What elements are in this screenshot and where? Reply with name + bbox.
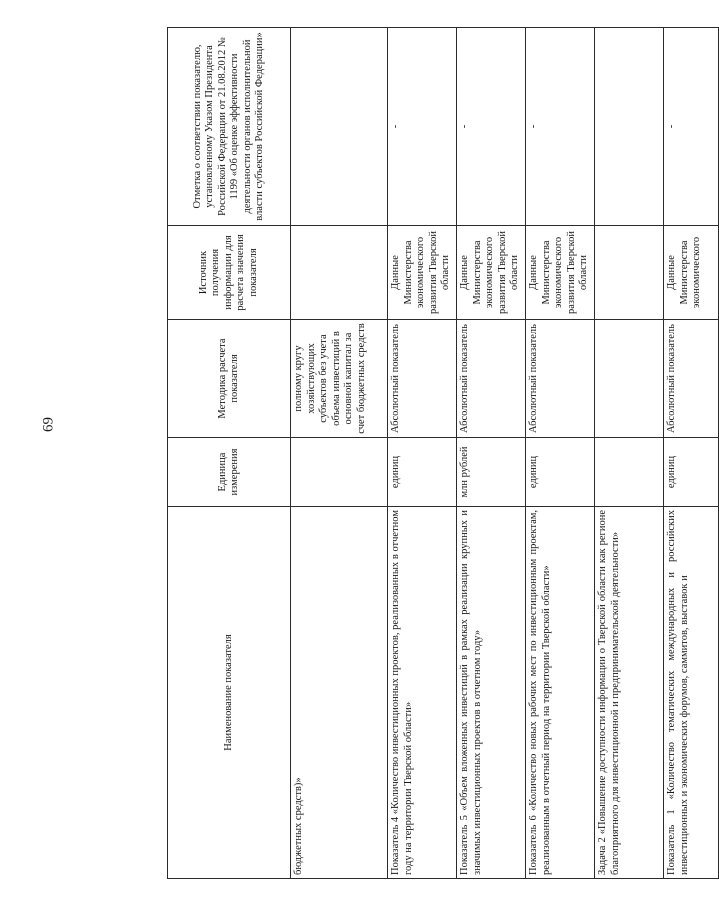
row-method: полному кругу хозяйствующих субъектов без учета объема инвестиций в основной капитал за счет бюджетных средств xyxy=(291,320,388,438)
row-method: Абсолютный показатель xyxy=(388,320,457,438)
table-row xyxy=(457,28,526,879)
row-name: Задача 2 «Повышение доступности информации о Тверской области как регионе благоприятного для инвестиционной и предпринимательской деятельности» xyxy=(595,507,664,879)
table-row xyxy=(664,28,719,879)
table-row xyxy=(291,28,388,879)
row-unit: единиц xyxy=(526,438,595,507)
row-method: Абсолютный показатель xyxy=(664,320,719,438)
page-number: 69 xyxy=(40,417,57,432)
row-method: Абсолютный показатель xyxy=(526,320,595,438)
row-name: Показатель 6 «Количество новых рабочих мест по инвестиционным проектам, реализованным в отчетный период на территории Тверской области» xyxy=(526,507,595,879)
row-unit: млн рублей xyxy=(457,438,526,507)
table-row xyxy=(388,28,457,879)
row-name: Показатель 4 «Количество инвестиционных проектов, реализованных в отчетном году на территории Тверской области» xyxy=(388,507,457,879)
row-source: Данные Министерства экономического развития Тверской области xyxy=(388,226,457,320)
indicator-table xyxy=(167,27,719,879)
table-row xyxy=(526,28,595,879)
row-mark: - xyxy=(664,28,719,226)
row-mark xyxy=(291,28,388,226)
row-source: Данные Министерства экономического xyxy=(664,226,719,320)
row-unit: единиц xyxy=(388,438,457,507)
row-name: Показатель 1 «Количество тематических международных и российских инвестиционных и экономических форумов, саммитов, выставок и xyxy=(664,507,719,879)
rotated-table-wrapper xyxy=(167,28,702,879)
header-method: Методика расчета показателя xyxy=(168,320,291,438)
header-source: Источник получения информации для расчета значения показателя xyxy=(168,226,291,320)
row-mark: - xyxy=(388,28,457,226)
header-unit: Единица измерения xyxy=(168,438,291,507)
table-header-row xyxy=(168,28,291,879)
row-source: Данные Министерства экономического развития Тверской области xyxy=(457,226,526,320)
row-source xyxy=(291,226,388,320)
header-mark: Отметка о соответствии показателю, установленному Указом Президента Российской Федерации от 21.08.2012 № 1199 «Об оценке эффективности деятельности органов исполнительной власти субъектов Российской Федерации» xyxy=(168,28,291,226)
row-name: Показатель 5 «Объем вложенных инвестиций в рамках реализации крупных и значимых инвестиционных проектов в отчетном году» xyxy=(457,507,526,879)
row-mark: - xyxy=(457,28,526,226)
row-source xyxy=(595,226,664,320)
row-unit: единиц xyxy=(664,438,719,507)
row-source: Данные Министерства экономического развития Тверской области xyxy=(526,226,595,320)
table-row xyxy=(595,28,664,879)
row-unit xyxy=(291,438,388,507)
row-name: бюджетных средств)» xyxy=(291,507,388,879)
row-method: Абсолютный показатель xyxy=(457,320,526,438)
row-method xyxy=(595,320,664,438)
row-unit xyxy=(595,438,664,507)
row-mark xyxy=(595,28,664,226)
row-mark: - xyxy=(526,28,595,226)
header-name: Наименование показателя xyxy=(168,507,291,879)
